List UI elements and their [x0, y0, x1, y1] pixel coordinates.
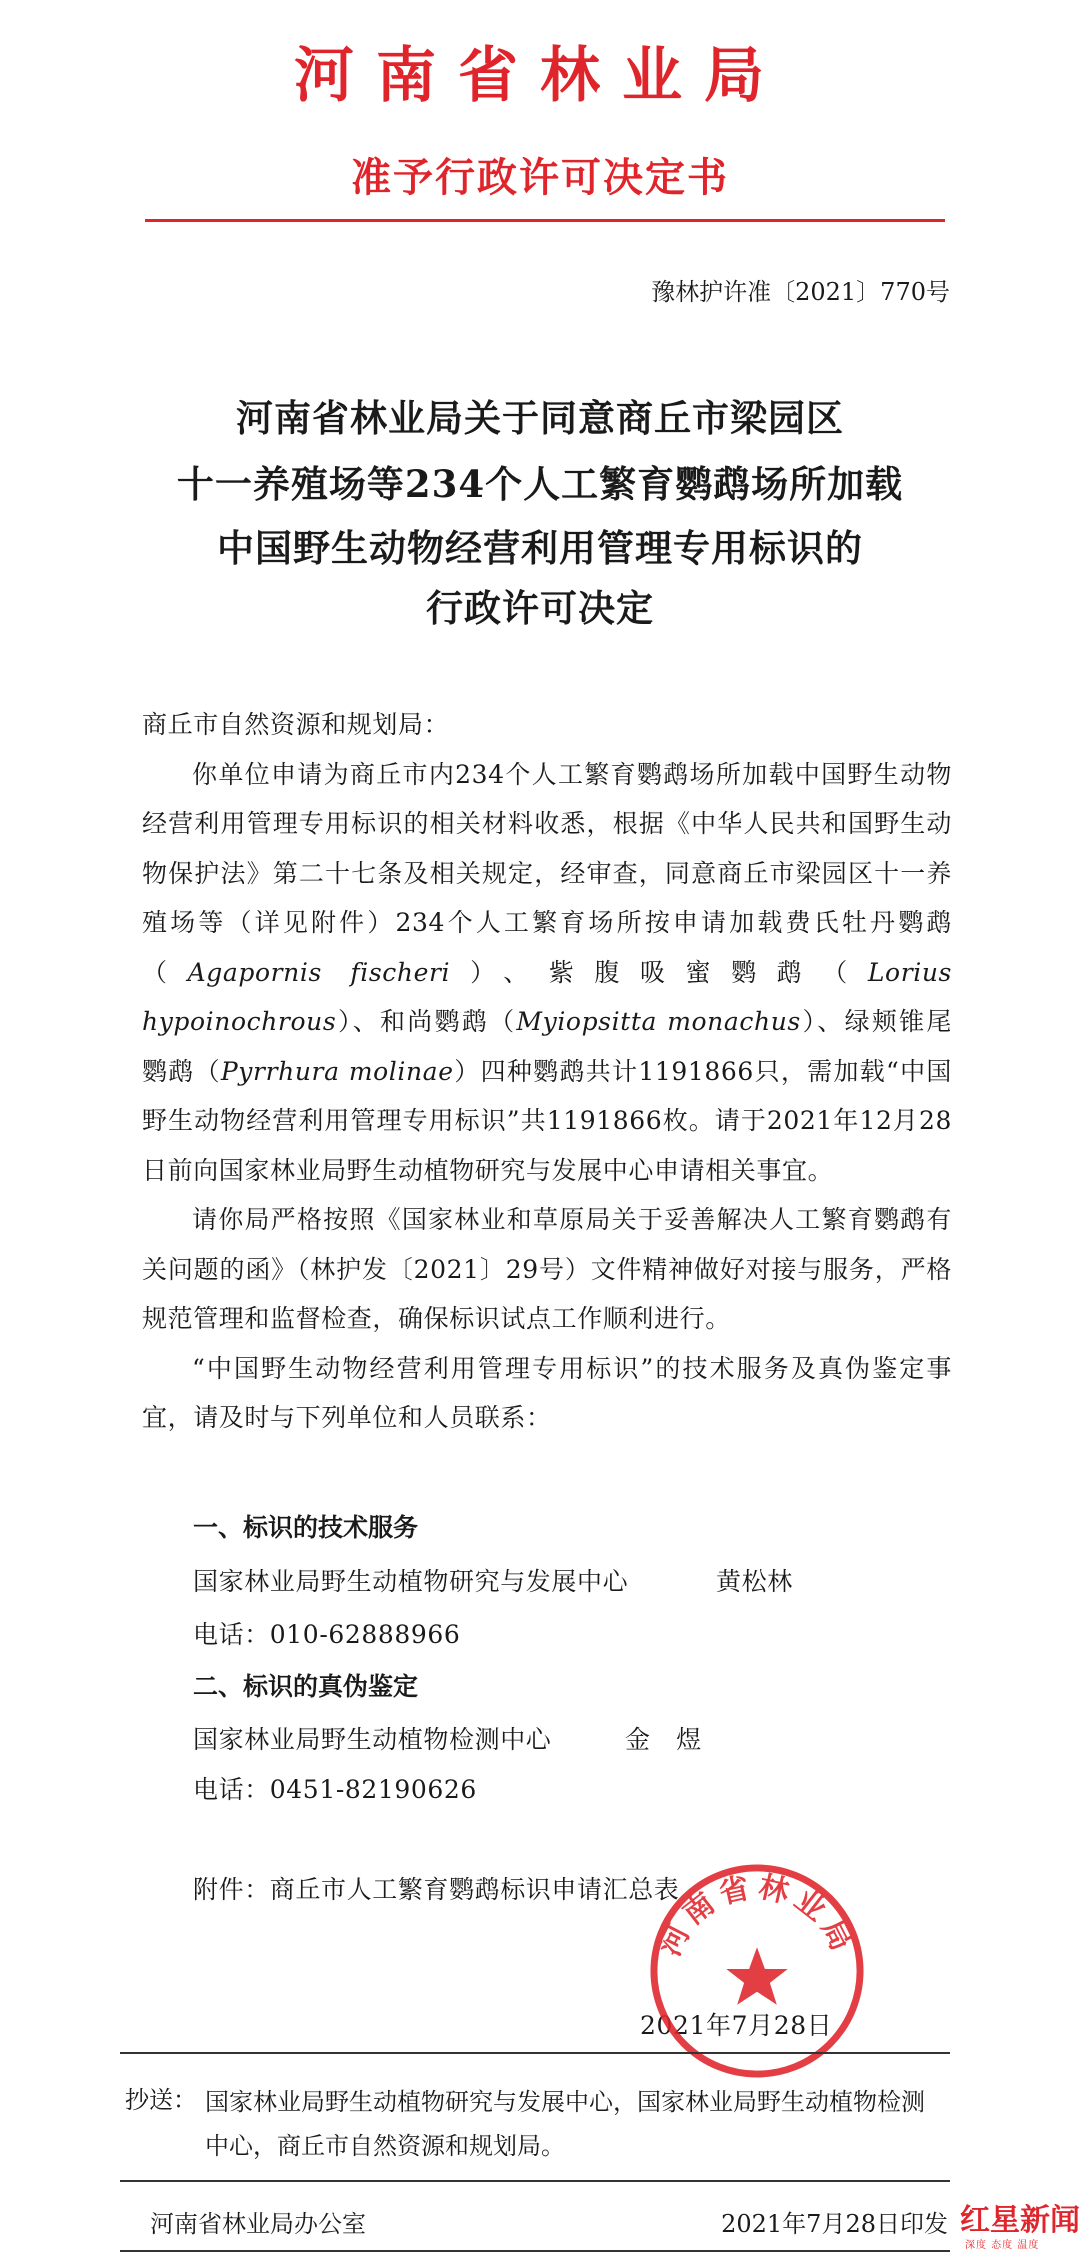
signing-date: 2021年7月28日 [640, 2011, 833, 2040]
cc-recipients: 国家林业局野生动植物研究与发展中心，国家林业局野生动植物检测中心，商丘市自然资源和规划局。 [205, 2088, 925, 2160]
species-name: Pyrrhura molinae [220, 1056, 454, 1086]
seal-text: 河南省林业局 [652, 1869, 862, 1962]
paragraph-1: 你单位申请为商丘市内234个人工繁育鹦鹉场所加载中国野生动物经营利用管理专用标识的相关材料收悉，根据《中华人民共和国野生动物保护法》第二十七条及相关规定，经审查，同意商丘市梁园区十一养殖场等（详见附件）234个人工繁育场所按申请加载费氏牡丹鹦鹉（Agapornis fischeri）、紫腹吸蜜鹦鹉（Lorius hypoinochrous）、和尚鹦鹉（Myiopsitta monachus）、绿颊锥尾鹦鹉（Pyrrhura molinae）四种鹦鹉共计1191866只，需加载“中国野生动物经营利用管理专用标识”共1191866枚。请于2021年12月28日前向国家林业局野生动植物研究与发展中心申请相关事宜。 [142, 759, 953, 1185]
title-line-3: 中国野生动物经营利用管理专用标识的 [217, 526, 863, 570]
authentication-person: 金 煜 [625, 1725, 702, 1754]
species-name: Lorius hypoinochrous [142, 957, 952, 1036]
authentication-heading: 二、标识的真伪鉴定 [193, 1672, 419, 1701]
title-line-4: 行政许可决定 [426, 586, 654, 630]
document-type: 准予行政许可决定书 [351, 155, 729, 201]
paragraph-3: “中国野生动物经营利用管理专用标识”的技术服务及真伪鉴定事宜，请及时与下列单位和人员联系： [142, 1353, 952, 1432]
cc-divider-top [120, 2052, 950, 2054]
document-number: 豫林护许准〔2021〕770号 [651, 278, 950, 306]
addressee: 商丘市自然资源和规划局： [142, 710, 450, 739]
attachment-note: 附件：商丘市人工繁育鹦鹉标识申请汇总表 [193, 1875, 680, 1904]
tech-service-person: 黄松林 [716, 1567, 793, 1596]
species-name: Myiopsitta monachus [516, 1007, 801, 1036]
paragraph-2: 请你局严格按照《国家林业和草原局关于妥善解决人工繁育鹦鹉有关问题的函》（林护发〔2021〕29号）文件精神做好对接与服务，严格规范管理和监督检查，确保标识试点工作顺利进行。 [142, 1205, 952, 1333]
authentication-org: 国家林业局野生动植物检测中心 [193, 1725, 552, 1754]
document-body [142, 700, 952, 1443]
cc-divider-bottom [120, 2180, 950, 2182]
letterhead-divider [145, 219, 945, 222]
tech-service-heading: 一、标识的技术服务 [193, 1513, 419, 1542]
issue-date: 2021年7月28日印发 [721, 2210, 948, 2238]
official-seal [648, 1862, 866, 2080]
tech-service-org: 国家林业局野生动植物研究与发展中心 [193, 1567, 629, 1596]
agency-name: 河南省林业局 [294, 41, 786, 111]
tech-service-phone: 电话：010-62888966 [193, 1620, 461, 1649]
species-name: Agapornis fischeri [187, 957, 451, 987]
seal-star-icon [726, 1947, 787, 2004]
authentication-phone: 电话：0451-82190626 [193, 1775, 477, 1804]
news-logo: 红星新闻 [960, 2203, 1080, 2238]
cc-label: 抄送： [125, 2086, 197, 2114]
news-logo-tagline: 深度 态度 温度 [965, 2240, 1040, 2251]
title-line-1: 河南省林业局关于同意商丘市梁园区 [236, 396, 844, 440]
footer-divider [120, 2250, 950, 2252]
title-line-2: 十一养殖场等234个人工繁育鹦鹉场所加载 [176, 462, 904, 506]
issuing-office: 河南省林业局办公室 [150, 2210, 366, 2238]
